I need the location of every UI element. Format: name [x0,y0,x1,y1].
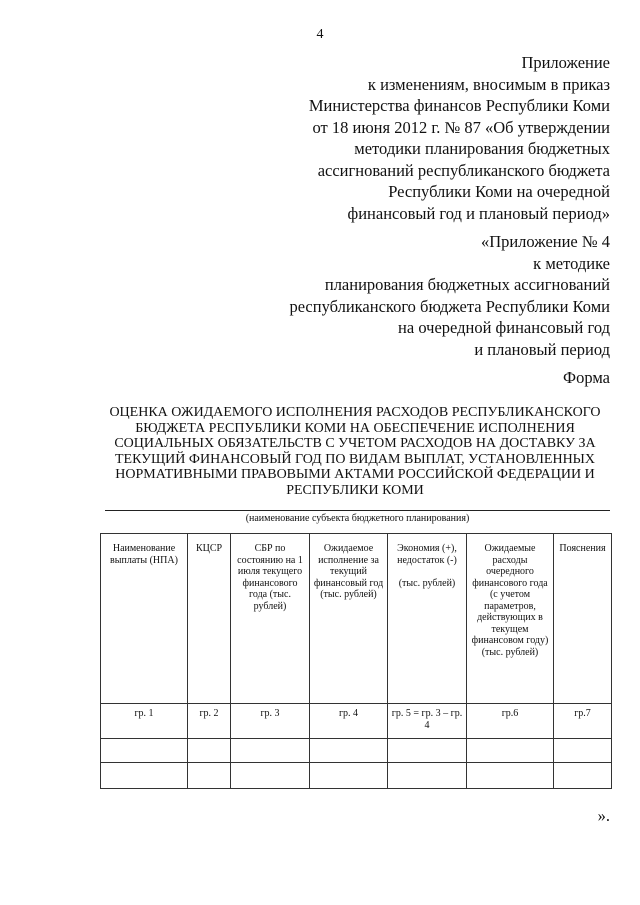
title-line: ОЦЕНКА ОЖИДАЕМОГО ИСПОЛНЕНИЯ РАСХОДОВ РЕСПУБЛИКАНСКОГО [109,405,601,420]
number-cell: гр. 2 [188,704,231,739]
table-row [101,739,612,763]
table-cell[interactable] [388,739,467,763]
table-cell[interactable] [310,739,388,763]
table-header-row [101,534,612,704]
table-cell[interactable] [101,763,188,789]
number-cell: гр. 1 [101,704,188,739]
appendix-line: к изменениям, вносимым в приказ [367,74,610,94]
appendix-block [309,52,610,224]
table-cell[interactable] [188,763,231,789]
number-cell: гр. 5 = гр. 3 – гр. 4 [388,704,467,739]
table-cell[interactable] [554,763,612,789]
document-title [100,405,610,499]
table-cell[interactable] [231,739,310,763]
form-label: Форма [563,368,610,387]
title-line: СОЦИАЛЬНЫХ ОБЯЗАТЕЛЬСТВ С УЧЕТОМ РАСХОДОВ НА ДОСТАВКУ ЗА [114,436,596,452]
table-cell[interactable] [467,739,554,763]
header-cell-sbr: СБР по состоянию на 1 июля текущего финансового года (тыс. рублей) [231,534,310,704]
table-number-row [101,704,612,739]
annex4-block [289,231,610,360]
title-line: ТЕКУЩИЙ ФИНАНСОВЫЙ ГОД ПО ВИДАМ ВЫПЛАТ, УСТАНОВЛЕННЫХ [114,451,596,467]
number-cell: гр.7 [554,704,612,739]
appendix-line: от 18 июня 2012 г. № 87 «Об утверждении [312,117,610,137]
appendix-line: Приложение [521,53,610,72]
title-line: РЕСПУБЛИКИ КОМИ [286,482,424,498]
table-row [101,763,612,789]
header-cell-kcsr: КЦСР [188,534,231,704]
closing-quote-mark: ». [597,806,610,825]
number-cell: гр.6 [467,704,554,739]
table-cell[interactable] [388,763,467,789]
annex4-line: и плановый период [474,339,610,359]
table-cell[interactable] [188,739,231,763]
number-cell: гр. 4 [310,704,388,739]
appendix-line: Республики Коми на очередной [388,182,610,201]
page-number: 4 [316,27,324,42]
annex4-line: на очередной финансовый год [398,318,610,337]
annex4-line: планирования бюджетных ассигнований [324,275,610,294]
subject-underline [105,510,610,511]
table-cell[interactable] [310,763,388,789]
header-cell-payment-name: Наименование выплаты (НПА) [101,534,188,704]
appendix-line: Министерства финансов Республики Коми [308,96,610,115]
estimate-table [100,533,612,789]
title-line: НОРМАТИВНЫМИ ПРАВОВЫМИ АКТАМИ РОССИЙСКОЙ ФЕДЕРАЦИИ И [115,467,595,483]
header-cell-next-year: Ожидаемые расходы очередного финансового года (с учетом параметров, действующих в текущем финансовом году) (тыс. рублей) [467,534,554,704]
number-cell: гр. 3 [231,704,310,739]
annex4-line: к методике [533,253,610,273]
table-cell[interactable] [467,763,554,789]
appendix-line: финансовый год и плановый период» [347,203,610,223]
header-cell-notes: Пояснения [554,534,612,704]
header-cell-expected-execution: Ожидаемое исполнение за текущий финансовый год (тыс. рублей) [310,534,388,704]
appendix-line: ассигнований республиканского бюджета [317,160,610,180]
annex4-line: республиканского бюджета Республики Коми [289,296,610,316]
header-cell-savings: Экономия (+), недостаток (-) (тыс. рублей) [388,534,467,704]
table-cell[interactable] [554,739,612,763]
annex4-line: «Приложение № 4 [480,232,610,251]
subject-caption: (наименование субъекта бюджетного планирования) [245,513,470,524]
appendix-line: методики планирования бюджетных [354,139,610,158]
title-line: БЮДЖЕТА РЕСПУБЛИКИ КОМИ НА ОБЕСПЕЧЕНИЕ ИСПОЛНЕНИЯ [135,420,575,436]
table-cell[interactable] [101,739,188,763]
table-cell[interactable] [231,763,310,789]
